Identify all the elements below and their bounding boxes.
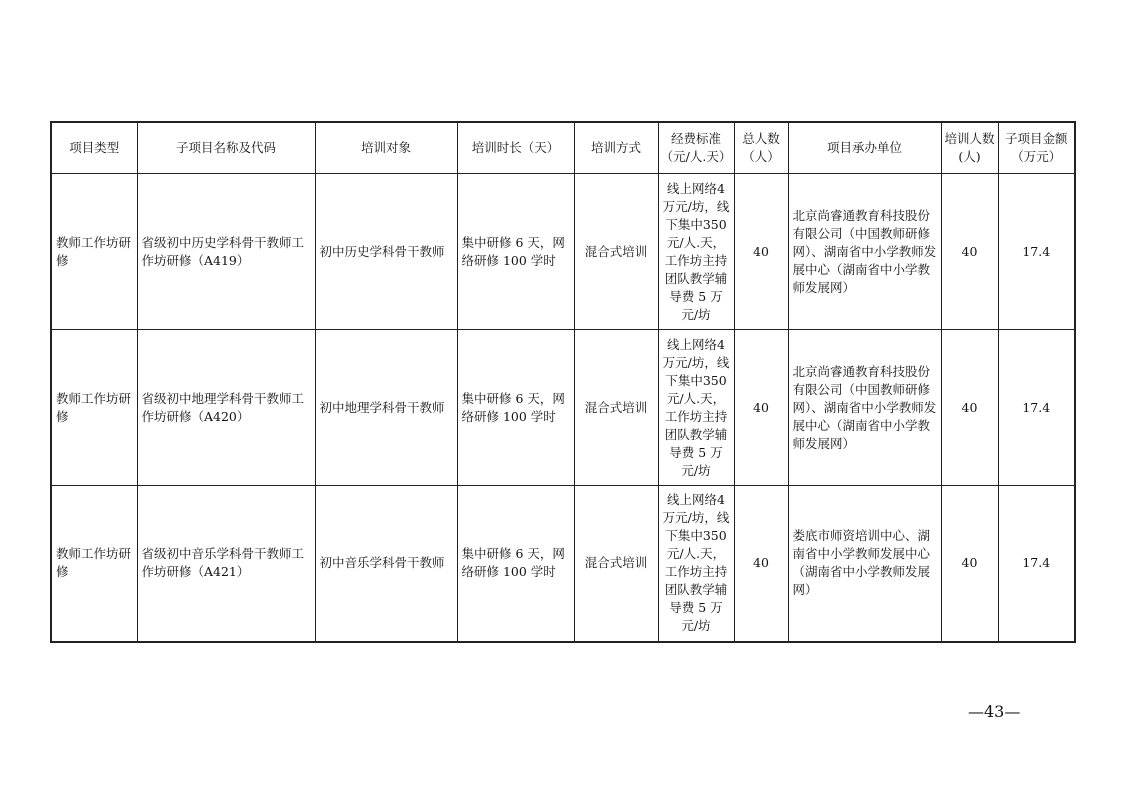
project-table: [50, 121, 1076, 643]
header-organizer: 项目承办单位: [788, 122, 941, 174]
cell-fee: 线上网络4万元/坊，线下集中350元/人.天，工作坊主持团队教学辅导费 5 万元/坊: [658, 330, 734, 486]
cell-trainees: 40: [941, 330, 998, 486]
cell-trainees: 40: [941, 486, 998, 642]
cell-total-people: 40: [734, 174, 788, 330]
cell-target: 初中音乐学科骨干教师: [315, 486, 457, 642]
header-trainees: 培训人数(人): [941, 122, 998, 174]
cell-duration: 集中研修 6 天，网络研修 100 学时: [457, 486, 574, 642]
cell-amount: 17.4: [998, 330, 1075, 486]
cell-project-type: 教师工作坊研修: [51, 174, 137, 330]
header-total-people: 总人数（人）: [734, 122, 788, 174]
table-row: [51, 330, 1075, 486]
cell-fee: 线上网络4万元/坊，线下集中350元/人.天，工作坊主持团队教学辅导费 5 万元/坊: [658, 174, 734, 330]
header-target: 培训对象: [315, 122, 457, 174]
cell-duration: 集中研修 6 天，网络研修 100 学时: [457, 330, 574, 486]
cell-project-type: 教师工作坊研修: [51, 330, 137, 486]
cell-project-type: 教师工作坊研修: [51, 486, 137, 642]
header-amount: 子项目金额（万元）: [998, 122, 1075, 174]
cell-trainees: 40: [941, 174, 998, 330]
cell-method: 混合式培训: [574, 330, 658, 486]
header-duration: 培训时长（天）: [457, 122, 574, 174]
cell-target: 初中历史学科骨干教师: [315, 174, 457, 330]
header-row: [51, 122, 1075, 174]
cell-organizer: 北京尚睿通教育科技股份有限公司（中国教师研修网）、湖南省中小学教师发展中心（湖南省中小学教师发展网）: [788, 330, 941, 486]
cell-subproject-name: 省级初中历史学科骨干教师工作坊研修（A419）: [137, 174, 315, 330]
table-row: [51, 486, 1075, 642]
cell-amount: 17.4: [998, 486, 1075, 642]
cell-duration: 集中研修 6 天，网络研修 100 学时: [457, 174, 574, 330]
cell-organizer: 娄底市师资培训中心、湖南省中小学教师发展中心（湖南省中小学教师发展网）: [788, 486, 941, 642]
cell-subproject-name: 省级初中音乐学科骨干教师工作坊研修（A421）: [137, 486, 315, 642]
cell-target: 初中地理学科骨干教师: [315, 330, 457, 486]
header-method: 培训方式: [574, 122, 658, 174]
page-number: —43—: [968, 702, 1021, 721]
cell-amount: 17.4: [998, 174, 1075, 330]
cell-organizer: 北京尚睿通教育科技股份有限公司（中国教师研修网）、湖南省中小学教师发展中心（湖南省中小学教师发展网）: [788, 174, 941, 330]
header-subproject-name: 子项目名称及代码: [137, 122, 315, 174]
cell-total-people: 40: [734, 330, 788, 486]
cell-method: 混合式培训: [574, 486, 658, 642]
table-row: [51, 174, 1075, 330]
cell-total-people: 40: [734, 486, 788, 642]
cell-fee: 线上网络4万元/坊，线下集中350元/人.天，工作坊主持团队教学辅导费 5 万元/坊: [658, 486, 734, 642]
cell-method: 混合式培训: [574, 174, 658, 330]
header-project-type: 项目类型: [51, 122, 137, 174]
header-fee: 经费标准（元/人.天）: [658, 122, 734, 174]
cell-subproject-name: 省级初中地理学科骨干教师工作坊研修（A420）: [137, 330, 315, 486]
